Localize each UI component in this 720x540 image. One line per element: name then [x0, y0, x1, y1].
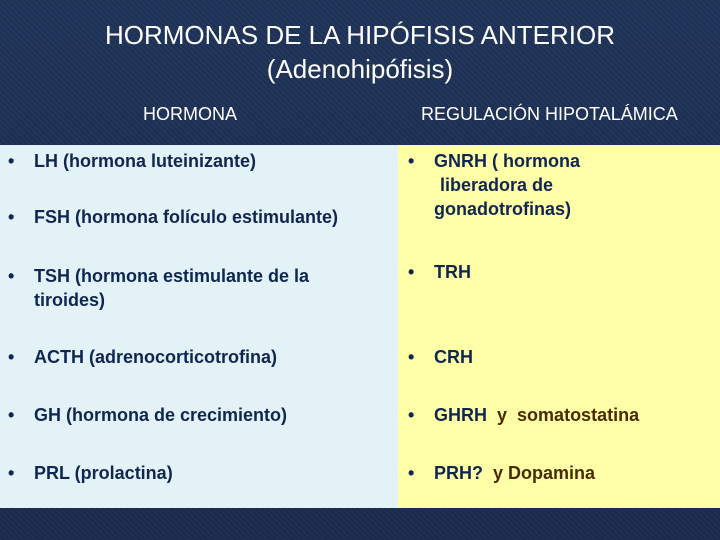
regulation-item-prh	[408, 461, 713, 485]
hormone-label: TSH (hormona estimulante de la tiroides)	[34, 266, 310, 310]
hormone-panel	[0, 145, 398, 508]
ghrh-label: GHRH	[434, 405, 487, 425]
bullet: •	[8, 151, 15, 171]
regulation-label	[408, 403, 713, 427]
regulation-item-gnrh	[408, 149, 713, 221]
bullet: •	[8, 347, 15, 367]
regulation-item-trh	[408, 260, 713, 284]
bullet: •	[8, 266, 15, 286]
hormone-item-fsh	[8, 205, 388, 229]
slide-title-line1: HORMONAS DE LA HIPÓFISIS ANTERIOR	[105, 20, 615, 50]
regulation-label	[408, 149, 713, 221]
bullet: •	[408, 463, 415, 483]
ghrh-conjunction: y	[497, 405, 508, 425]
bullet: •	[408, 151, 415, 171]
prh-label: PRH?	[434, 463, 483, 483]
hormone-label: ACTH (adrenocorticotrofina)	[34, 347, 277, 367]
hormone-item-lh	[8, 149, 388, 173]
hormone-label: LH (hormona luteinizante)	[34, 151, 256, 171]
hormone-item-tsh	[8, 264, 348, 312]
regulation-item-crh	[408, 345, 713, 369]
bullet: •	[408, 405, 415, 425]
hormone-label: FSH (hormona folículo estimulante)	[34, 207, 339, 227]
regulation-label: TRH	[434, 262, 471, 282]
somatostatina-label: somatostatina	[517, 405, 640, 425]
column-header-hormona: HORMONA	[143, 104, 237, 124]
gnrh-line3: gonadotrofinas)	[434, 199, 571, 219]
bullet: •	[408, 262, 415, 282]
hormone-item-acth	[8, 345, 388, 369]
regulation-label: CRH	[434, 347, 473, 367]
gnrh-line1: GNRH ( hormona	[434, 151, 580, 171]
regulation-label	[408, 461, 713, 485]
dopamina-label: Dopamina	[508, 463, 596, 483]
bullet: •	[8, 463, 15, 483]
slide-title-line2: (Adenohipófisis)	[266, 54, 454, 84]
bullet: •	[8, 405, 15, 425]
column-header-regulacion: REGULACIÓN HIPOTALÁMICA	[421, 104, 678, 124]
regulation-item-ghrh	[408, 403, 713, 427]
hormone-item-prl	[8, 461, 388, 485]
gnrh-line2: liberadora de	[440, 175, 554, 195]
hormone-label: GH (hormona de crecimiento)	[34, 405, 288, 425]
hormone-label: PRL (prolactina)	[34, 463, 173, 483]
bullet: •	[408, 347, 415, 367]
hormone-item-gh	[8, 403, 388, 427]
prh-conjunction: y	[493, 463, 504, 483]
bullet: •	[8, 207, 15, 227]
